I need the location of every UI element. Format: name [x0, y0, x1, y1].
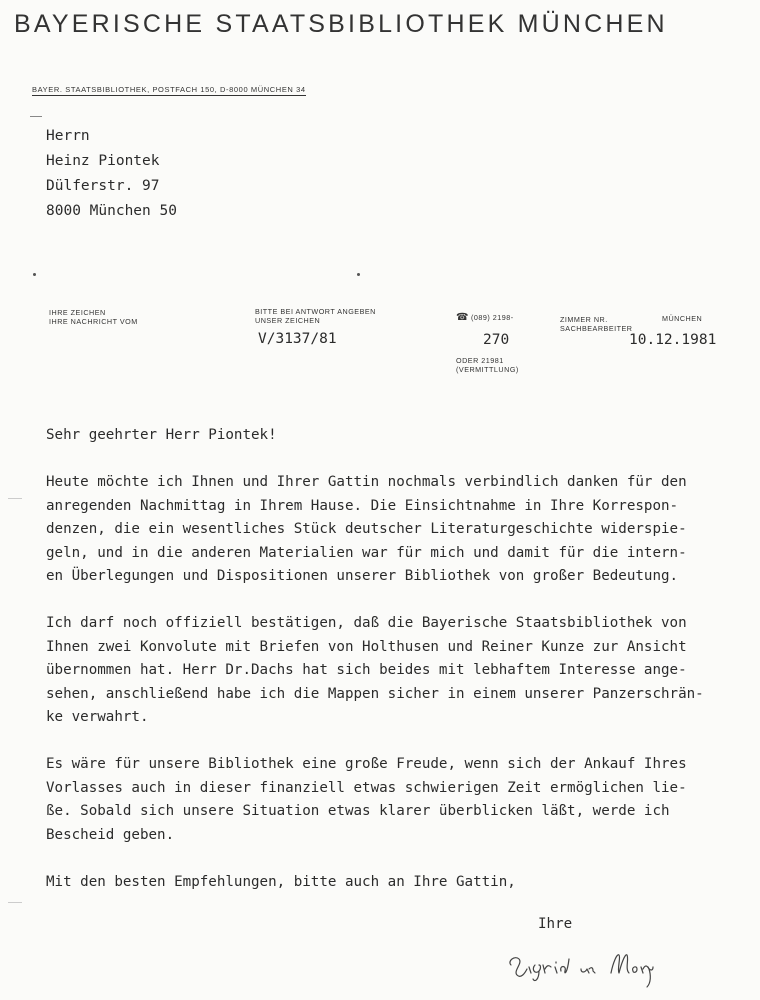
- reply-instruction-label: BITTE BEI ANTWORT ANGEBEN: [255, 307, 376, 316]
- letter-body: [46, 424, 746, 918]
- phone-alt-label: (VERMITTLUNG): [456, 365, 519, 374]
- closing-line: Mit den besten Empfehlungen, bitte auch an Ihre Gattin,: [46, 873, 516, 890]
- clerk-label: SACHBEARBEITER: [560, 324, 633, 333]
- phone-label: (089) 2198-: [470, 313, 514, 322]
- room-label: ZIMMER NR.: [560, 315, 608, 324]
- phone-alt-number: ODER 21981: [456, 356, 504, 365]
- recipient-city: 8000 München 50: [46, 203, 177, 219]
- paragraph: Ich darf noch offiziell bestätigen, daß die Bayerische Staatsbibliothek von Ihnen zwei Konvolute mit Briefen von Holthusen und Reiner Kunze zur Ansicht übernommen hat. Herr Dr.Dachs hat sich beides mit lebhaftem Interesse ange- sehen, anschließend habe ich die Mappen sicher in einem unserer Panzerschrän- ke verwahrt.: [46, 615, 704, 725]
- letterhead-title: BAYERISCHE STAATSBIBLIOTHEK MÜNCHEN: [14, 10, 668, 38]
- signature-scribble: [505, 945, 655, 995]
- your-message-label: IHRE NACHRICHT VOM: [49, 317, 138, 326]
- recipient-street: Dülferstr. 97: [46, 178, 160, 194]
- window-mark: [357, 273, 360, 276]
- our-reference-value: V/3137/81: [258, 331, 337, 347]
- handwritten-signature: [505, 945, 655, 999]
- phone-alt-block: [456, 356, 519, 374]
- recipient-salutation: Herrn: [46, 128, 90, 144]
- paragraph: Es wäre für unsere Bibliothek eine große Freude, wenn sich der Ankauf Ihres Vorlasses auch in dieser finanziell etwas schwierigen Zeit ermöglichen lie- ße. Sobald sich unsere Situation etwas klarer überblicken läßt, werde ich Bescheid geben.: [46, 756, 687, 843]
- margin-mark: [8, 902, 22, 903]
- your-ref-label: IHRE ZEICHEN: [49, 308, 106, 317]
- paragraph: Heute möchte ich Ihnen und Ihrer Gattin nochmals verbindlich danken für den anregenden Nachmittag in Ihrem Hause. Die Einsichtnahme in Ihre Korrespon- denzen, die ein wesentliches Stück deutscher Literaturgeschichte widerspie- geln, und in die anderen Materialien war für mich und damit für die intern- en Überlegungen und Dispositionen unserer Bibliothek von großer Bedeutung.: [46, 474, 687, 584]
- room-labels: [560, 315, 633, 333]
- place-label: MÜNCHEN: [662, 314, 703, 323]
- our-ref-label: UNSER ZEICHEN: [255, 316, 321, 325]
- recipient-address: [46, 124, 177, 224]
- return-address: BAYER. STAATSBIBLIOTHEK, POSTFACH 150, D-8000 MÜNCHEN 34: [32, 85, 306, 94]
- closing-word: Ihre: [538, 916, 573, 932]
- your-reference-labels: [49, 308, 138, 326]
- margin-mark: [8, 498, 22, 499]
- salutation: Sehr geehrter Herr Piontek!: [46, 427, 277, 443]
- window-mark: [33, 273, 36, 276]
- phone-extension: 270: [483, 332, 510, 348]
- our-reference-labels: [255, 307, 376, 325]
- letter-date: 10.12.1981: [629, 332, 717, 348]
- fold-mark: [30, 116, 42, 117]
- telephone-icon: ☎: [456, 312, 469, 323]
- recipient-name: Heinz Piontek: [46, 153, 160, 169]
- phone-label-row: [456, 313, 514, 322]
